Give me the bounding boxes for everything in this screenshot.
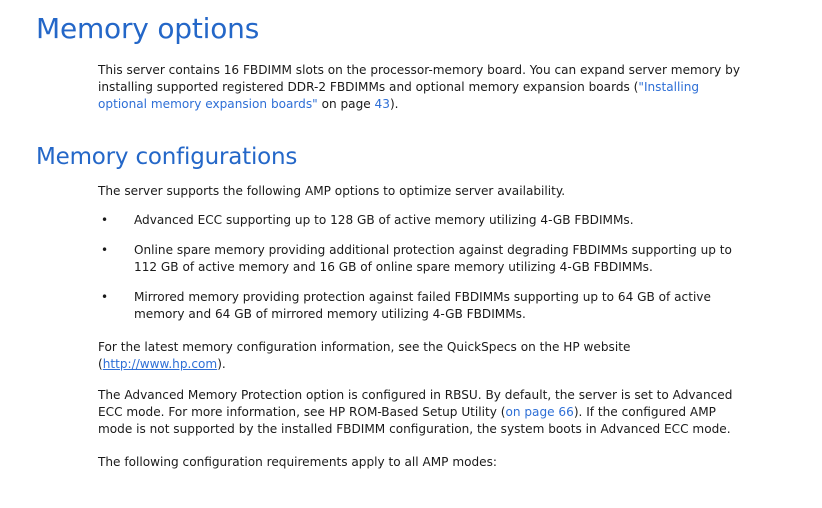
bullet-icon: •	[101, 290, 109, 304]
paragraph-text: ECC mode. For more information, see HP ROM-Based Setup Utility (	[98, 405, 506, 419]
paragraph-line: For the latest memory configuration information, see the QuickSpecs on the HP website	[98, 340, 631, 354]
heading-memory-options: Memory options	[36, 12, 260, 45]
bullet-icon: •	[101, 243, 109, 257]
installing-memory-boards-link[interactable]: "Installing	[638, 80, 700, 94]
hp-website-link[interactable]: http://www.hp.com	[102, 357, 218, 371]
memory-options-paragraph	[98, 62, 798, 113]
paragraph-text: installing supported registered DDR-2 FBDIMMs and optional memory expansion boards (	[98, 80, 639, 94]
list-item-line: Mirrored memory providing protection against failed FBDIMMs supporting up to 64 GB of active	[134, 290, 711, 304]
list-item-text	[134, 242, 732, 276]
paragraph-line	[98, 79, 798, 96]
heading-memory-configurations: Memory configurations	[36, 144, 298, 170]
paragraph-text: ).	[389, 97, 399, 111]
paragraph-text: ).	[217, 357, 226, 371]
bullet-icon: •	[101, 213, 109, 227]
installing-memory-boards-link-cont[interactable]: optional memory expansion boards"	[98, 97, 318, 111]
paragraph-text: ). If the configured AMP	[573, 405, 716, 419]
paragraph-line: The Advanced Memory Protection option is configured in RBSU. By default, the server is set to Advanced	[98, 388, 733, 402]
list-item-line: memory and 64 GB of mirrored memory utilizing 4-GB FBDIMMs.	[134, 307, 526, 321]
page-43-link[interactable]: 43	[374, 97, 390, 111]
list-item-line: Advanced ECC supporting up to 128 GB of active memory utilizing 4-GB FBDIMMs.	[134, 213, 634, 227]
paragraph-line: This server contains 16 FBDIMM slots on the processor-memory board. You can expand server memory by	[98, 63, 741, 77]
list-item-text	[134, 212, 634, 229]
list-item-text	[134, 289, 711, 323]
amp-intro-paragraph: The server supports the following AMP options to optimize server availability.	[98, 184, 566, 198]
quickspecs-paragraph	[98, 339, 798, 373]
paragraph-line: mode is not supported by the installed FBDIMM configuration, the system boots in Advanced ECC mode.	[98, 422, 731, 436]
paragraph-text: (	[98, 357, 103, 371]
amp-configuration-paragraph	[98, 387, 798, 438]
page-66-link[interactable]: on page 66	[505, 405, 574, 419]
paragraph-line	[98, 404, 798, 421]
requirements-paragraph: The following configuration requirements apply to all AMP modes:	[98, 455, 497, 469]
paragraph-line	[98, 356, 798, 373]
list-item-line: 112 GB of active memory and 16 GB of online spare memory utilizing 4-GB FBDIMMs.	[134, 260, 653, 274]
list-item-line: Online spare memory providing additional protection against degrading FBDIMMs supporting up to	[134, 243, 732, 257]
paragraph-line	[98, 96, 798, 113]
paragraph-text: on page	[317, 97, 375, 111]
